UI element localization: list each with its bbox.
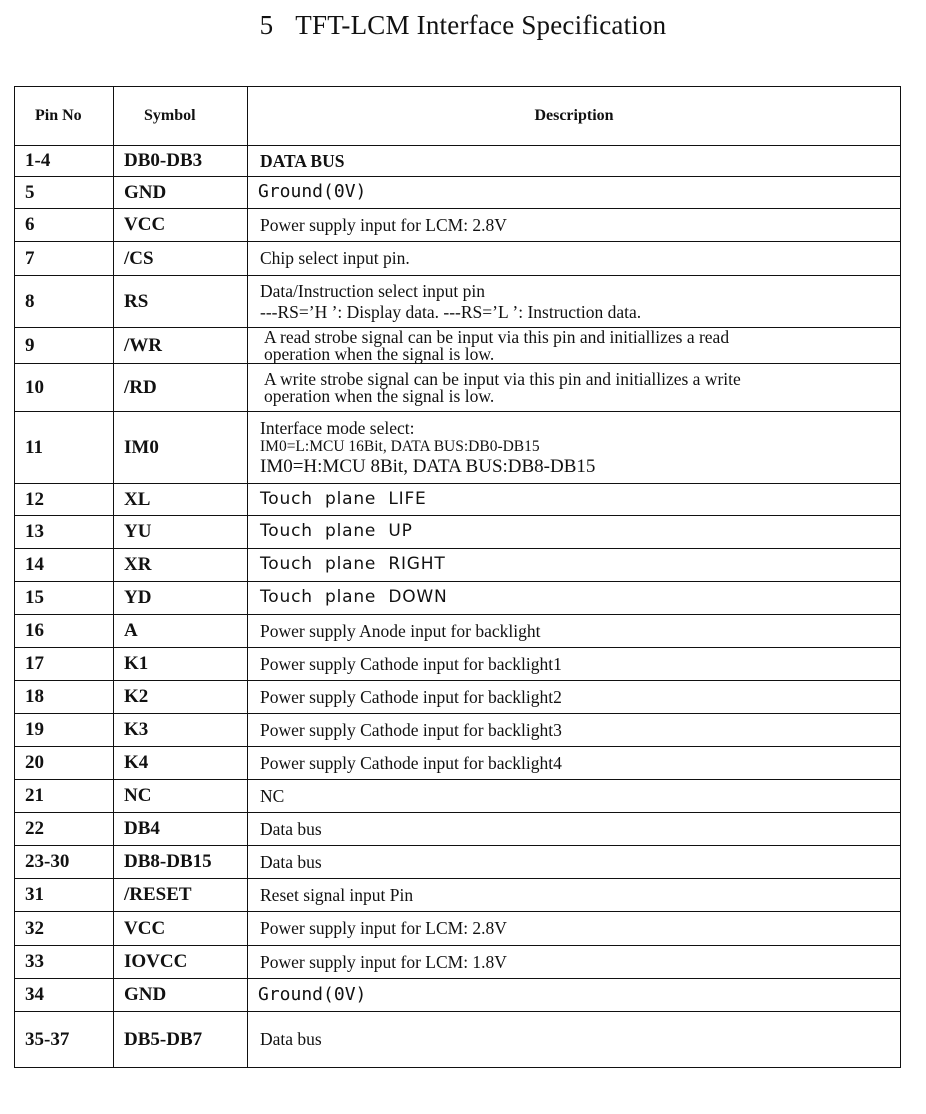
description-line: Reset signal input Pin xyxy=(260,884,414,905)
description-line: NC xyxy=(260,785,285,806)
pin-number: 21 xyxy=(15,780,114,813)
description-line: operation when the signal is low. xyxy=(264,343,495,364)
pin-symbol: K3 xyxy=(114,714,248,747)
table-header-row xyxy=(15,87,901,146)
header-pin-no: Pin No xyxy=(15,87,114,146)
description-line: Power supply Cathode input for backlight3 xyxy=(260,719,562,740)
pin-number: 11 xyxy=(15,412,114,484)
pin-symbol: XL xyxy=(114,484,248,516)
table-row xyxy=(15,549,901,582)
pin-number: 35-37 xyxy=(15,1012,114,1068)
table-row xyxy=(15,177,901,209)
description-line: Power supply Anode input for backlight xyxy=(260,620,541,641)
pin-symbol: RS xyxy=(114,276,248,328)
description-line: Power supply Cathode input for backlight1 xyxy=(260,653,562,674)
pin-symbol: K2 xyxy=(114,681,248,714)
table-row xyxy=(15,516,901,549)
description-line: Power supply input for LCM: 1.8V xyxy=(260,951,507,972)
pin-description xyxy=(248,946,901,979)
pin-number: 1-4 xyxy=(15,146,114,177)
pin-description xyxy=(248,979,901,1012)
description-line: Data bus xyxy=(260,818,322,839)
pin-description xyxy=(248,615,901,648)
description-line: Power supply input for LCM: 2.8V xyxy=(260,214,507,235)
description-line: Ground(0V) xyxy=(258,983,367,1005)
table-row xyxy=(15,747,901,780)
section-title: TFT-LCM Interface Specification xyxy=(295,10,667,40)
description-line: Power supply Cathode input for backlight2 xyxy=(260,686,562,707)
table-row xyxy=(15,412,901,484)
pin-number: 10 xyxy=(15,364,114,412)
pin-symbol: VCC xyxy=(114,912,248,946)
pin-description xyxy=(248,209,901,242)
description-line: Power supply Cathode input for backlight4 xyxy=(260,752,562,773)
pin-description xyxy=(248,516,901,549)
table-row xyxy=(15,648,901,681)
table-row xyxy=(15,1012,901,1068)
pin-number: 33 xyxy=(15,946,114,979)
table-row xyxy=(15,813,901,846)
pin-description xyxy=(248,276,901,328)
pin-number: 14 xyxy=(15,549,114,582)
pin-spec-table xyxy=(14,86,901,1068)
header-symbol: Symbol xyxy=(114,87,248,146)
description-line: IM0=L:MCU 16Bit, DATA BUS:DB0-DB15 xyxy=(260,437,540,455)
table-row xyxy=(15,780,901,813)
pin-symbol: DB8-DB15 xyxy=(114,846,248,879)
table-row xyxy=(15,146,901,177)
pin-symbol: GND xyxy=(114,979,248,1012)
pin-description xyxy=(248,846,901,879)
pin-number: 15 xyxy=(15,582,114,615)
pin-symbol: XR xyxy=(114,549,248,582)
pin-symbol: K4 xyxy=(114,747,248,780)
table-row xyxy=(15,879,901,912)
pin-description xyxy=(248,1012,901,1068)
pin-number: 17 xyxy=(15,648,114,681)
pin-symbol: NC xyxy=(114,780,248,813)
pin-number: 12 xyxy=(15,484,114,516)
description-line: Touch plane DOWN xyxy=(260,587,448,608)
pin-description xyxy=(248,242,901,276)
page-title xyxy=(0,10,926,41)
table-row xyxy=(15,615,901,648)
pin-number: 31 xyxy=(15,879,114,912)
pin-description xyxy=(248,328,901,364)
table-row xyxy=(15,484,901,516)
pin-description xyxy=(248,177,901,209)
description-line: Ground(0V) xyxy=(258,181,367,203)
pin-symbol: IM0 xyxy=(114,412,248,484)
pin-description xyxy=(248,714,901,747)
table-row xyxy=(15,242,901,276)
pin-symbol: VCC xyxy=(114,209,248,242)
description-line: DATA BUS xyxy=(260,150,345,171)
table-body xyxy=(15,146,901,1068)
pin-number: 7 xyxy=(15,242,114,276)
pin-number: 18 xyxy=(15,681,114,714)
pin-description xyxy=(248,582,901,615)
pin-symbol: /WR xyxy=(114,328,248,364)
pin-description xyxy=(248,648,901,681)
pin-number: 32 xyxy=(15,912,114,946)
pin-symbol: YU xyxy=(114,516,248,549)
table-row xyxy=(15,276,901,328)
description-line: Power supply input for LCM: 2.8V xyxy=(260,918,507,939)
pin-description xyxy=(248,780,901,813)
pin-number: 19 xyxy=(15,714,114,747)
pin-description xyxy=(248,549,901,582)
table-row xyxy=(15,328,901,364)
description-line: ---RS=’H ’: Display data. ---RS=’L ’: Instruction data. xyxy=(260,301,642,322)
pin-number: 23-30 xyxy=(15,846,114,879)
description-line: Touch plane UP xyxy=(260,521,413,542)
table-row xyxy=(15,846,901,879)
pin-symbol: IOVCC xyxy=(114,946,248,979)
pin-symbol: A xyxy=(114,615,248,648)
description-line: Data bus xyxy=(260,1029,322,1050)
description-line: Touch plane LIFE xyxy=(260,488,427,509)
pin-description xyxy=(248,412,901,484)
description-line: Chip select input pin. xyxy=(260,248,410,269)
pin-symbol: YD xyxy=(114,582,248,615)
pin-symbol: /RD xyxy=(114,364,248,412)
pin-description xyxy=(248,484,901,516)
pin-description xyxy=(248,813,901,846)
description-line: Data bus xyxy=(260,851,322,872)
pin-symbol: K1 xyxy=(114,648,248,681)
pin-description xyxy=(248,879,901,912)
pin-description xyxy=(248,681,901,714)
description-line: A write strobe signal can be input via this pin and initiallizes a write xyxy=(264,368,741,389)
description-line: IM0=H:MCU 8Bit, DATA BUS:DB8-DB15 xyxy=(260,455,596,477)
description-line: A read strobe signal can be input via this pin and initiallizes a read xyxy=(264,326,730,347)
description-line: operation when the signal is low. xyxy=(264,385,495,406)
table-row xyxy=(15,364,901,412)
pin-number: 9 xyxy=(15,328,114,364)
pin-symbol: DB0-DB3 xyxy=(114,146,248,177)
pin-symbol: /RESET xyxy=(114,879,248,912)
table-row xyxy=(15,209,901,242)
table-row xyxy=(15,582,901,615)
pin-description xyxy=(248,364,901,412)
pin-number: 20 xyxy=(15,747,114,780)
pin-number: 6 xyxy=(15,209,114,242)
pin-number: 16 xyxy=(15,615,114,648)
table-row xyxy=(15,946,901,979)
table-row xyxy=(15,681,901,714)
table-row xyxy=(15,979,901,1012)
table-row xyxy=(15,912,901,946)
pin-number: 22 xyxy=(15,813,114,846)
pin-number: 5 xyxy=(15,177,114,209)
pin-symbol: DB5-DB7 xyxy=(114,1012,248,1068)
description-line: Data/Instruction select input pin xyxy=(260,281,486,302)
pin-symbol: /CS xyxy=(114,242,248,276)
pin-number: 13 xyxy=(15,516,114,549)
header-description: Description xyxy=(248,87,901,146)
pin-symbol: DB4 xyxy=(114,813,248,846)
pin-description xyxy=(248,912,901,946)
table-row xyxy=(15,714,901,747)
description-line: Interface mode select: xyxy=(260,417,415,438)
section-number: 5 xyxy=(259,10,274,40)
pin-description xyxy=(248,146,901,177)
pin-description xyxy=(248,747,901,780)
pin-number: 34 xyxy=(15,979,114,1012)
description-line: Touch plane RIGHT xyxy=(260,554,446,575)
pin-number: 8 xyxy=(15,276,114,328)
pin-symbol: GND xyxy=(114,177,248,209)
